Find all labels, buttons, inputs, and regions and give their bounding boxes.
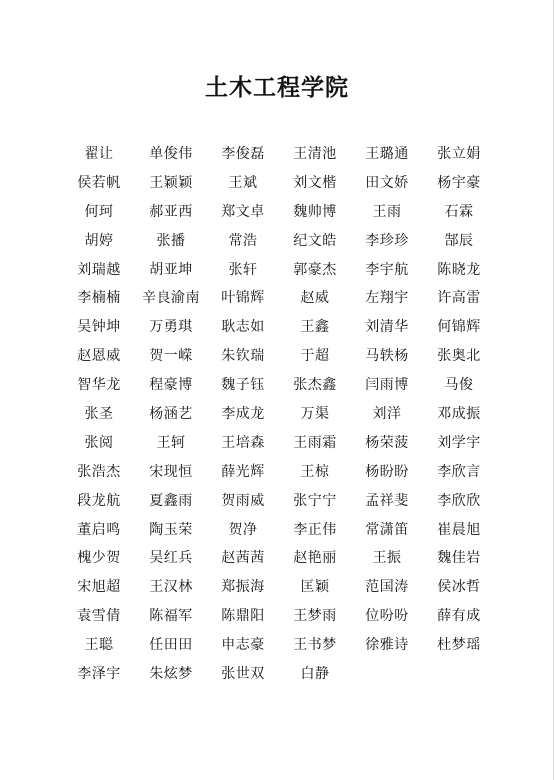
student-name: 位吩吩 — [365, 608, 409, 625]
student-name: 张立娟 — [437, 146, 481, 162]
student-name: 翟让 — [84, 146, 114, 162]
student-name: 李珍珍 — [365, 232, 409, 249]
student-name: 孟祥斐 — [365, 492, 409, 509]
student-name: 刘学宇 — [437, 434, 481, 451]
student-name: 白静 — [300, 666, 330, 683]
student-name: 王汉林 — [149, 579, 193, 596]
student-name: 王璐通 — [365, 146, 409, 162]
student-name: 王培森 — [221, 434, 265, 451]
student-name: 吴钟坤 — [77, 319, 121, 336]
student-name: 王椋 — [300, 463, 330, 480]
student-name: 贺雨威 — [221, 492, 265, 509]
student-name: 陈晓龙 — [437, 261, 481, 278]
student-name: 万渠 — [300, 406, 330, 423]
student-name: 郜辰 — [444, 232, 474, 249]
student-name: 宋现恒 — [149, 463, 193, 480]
student-name: 辛良渝南 — [142, 290, 200, 307]
student-name: 李俊磊 — [221, 146, 265, 162]
student-name: 胡亚坤 — [149, 261, 193, 278]
student-name: 薛光辉 — [221, 463, 265, 480]
student-name: 陈福军 — [149, 608, 193, 625]
student-name: 纪文皓 — [293, 232, 337, 249]
student-name: 侯若帆 — [77, 174, 121, 191]
student-name: 王雨霜 — [293, 434, 337, 451]
student-name: 张轩 — [228, 261, 258, 278]
page-title: 土木工程学院 — [205, 74, 349, 101]
student-name: 刘清华 — [365, 319, 409, 336]
student-name: 王颖颖 — [149, 174, 193, 191]
student-name: 王清池 — [293, 146, 337, 162]
student-name: 李正伟 — [293, 521, 337, 538]
student-name: 陈鼎阳 — [221, 608, 265, 625]
student-name: 闫雨博 — [365, 377, 409, 394]
student-name: 郭豪杰 — [293, 261, 337, 278]
student-name: 张阅 — [84, 434, 114, 451]
student-name: 王轲 — [156, 434, 186, 451]
student-name: 段龙航 — [77, 492, 121, 509]
student-name: 魏子钰 — [221, 377, 265, 394]
student-name: 崔晨旭 — [437, 521, 481, 538]
student-name: 李楠楠 — [77, 290, 121, 307]
student-name: 郝亚西 — [149, 203, 193, 220]
student-name: 刘瑞越 — [77, 261, 121, 278]
student-name: 刘文楷 — [293, 174, 337, 191]
student-name: 陶玉荣 — [149, 521, 193, 538]
student-name: 薛有成 — [437, 608, 481, 625]
student-name: 贺净 — [228, 521, 258, 538]
student-name: 单俊伟 — [149, 146, 193, 162]
student-name: 吴红兵 — [149, 550, 193, 567]
student-name: 张播 — [156, 232, 186, 249]
student-name: 万勇琪 — [149, 319, 193, 336]
student-name: 袁雪倩 — [77, 608, 121, 625]
student-name: 张宁宁 — [293, 492, 337, 509]
student-name: 王书梦 — [293, 637, 337, 654]
student-name: 夏鑫雨 — [149, 492, 193, 509]
student-name: 张圣 — [84, 406, 114, 423]
student-name: 马俊 — [444, 377, 474, 394]
student-name: 何珂 — [84, 203, 114, 220]
student-name: 张奥北 — [437, 348, 481, 365]
student-name: 侯冰哲 — [437, 579, 481, 596]
student-name: 王鑫 — [300, 319, 330, 336]
student-name: 石霖 — [444, 203, 474, 220]
student-name: 智华龙 — [77, 377, 121, 394]
student-name: 李成龙 — [221, 406, 265, 423]
student-name: 郑文卓 — [221, 203, 265, 220]
student-name: 王梦雨 — [293, 608, 337, 625]
student-name: 槐少贺 — [77, 550, 121, 567]
student-name: 李欣言 — [437, 463, 481, 480]
student-name: 常浩 — [228, 232, 258, 249]
student-name: 何锦辉 — [437, 319, 481, 336]
student-name: 匡颖 — [300, 579, 330, 596]
student-name: 田文娇 — [365, 174, 409, 191]
student-name: 宋旭超 — [77, 579, 121, 596]
student-name: 刘洋 — [372, 406, 402, 423]
student-name: 王振 — [372, 550, 402, 567]
student-name: 张世双 — [221, 666, 265, 683]
student-name: 常潇笛 — [365, 521, 409, 538]
student-name: 李宇航 — [365, 261, 409, 278]
student-name: 许高雷 — [437, 290, 481, 307]
student-name: 张杰鑫 — [293, 377, 337, 394]
student-name: 赵恩威 — [77, 348, 121, 365]
student-name: 李泽宇 — [77, 666, 121, 683]
student-name: 王雨 — [372, 203, 402, 220]
student-name: 贺一嵘 — [149, 348, 193, 365]
student-name: 耿志如 — [221, 319, 265, 336]
student-name: 王聪 — [84, 637, 114, 654]
student-name: 朱炫梦 — [149, 666, 193, 683]
student-name: 于超 — [300, 348, 330, 365]
student-name: 杨盼盼 — [365, 463, 409, 480]
student-name: 魏佳岩 — [437, 550, 481, 567]
student-name: 申志豪 — [221, 637, 265, 654]
student-name: 叶锦辉 — [221, 290, 265, 307]
student-name: 徐雅诗 — [365, 637, 409, 654]
student-name: 郑振海 — [221, 579, 265, 596]
student-name: 杨涵艺 — [149, 406, 193, 423]
student-name: 胡婷 — [84, 232, 114, 249]
student-name: 王斌 — [228, 174, 258, 191]
student-name: 魏帅博 — [293, 203, 337, 220]
student-name: 朱钦瑞 — [221, 348, 265, 365]
student-name: 任田田 — [149, 637, 193, 654]
student-name: 赵艳丽 — [293, 550, 337, 567]
student-name: 赵茜茜 — [221, 550, 265, 567]
student-name: 杜梦瑶 — [437, 637, 481, 654]
student-name: 杨荣菠 — [365, 434, 409, 451]
student-name: 杨宇豪 — [437, 174, 481, 191]
names-list — [63, 143, 495, 692]
student-name: 邓成振 — [437, 406, 481, 423]
student-name: 赵威 — [300, 290, 330, 307]
student-name: 左翔宇 — [365, 290, 409, 307]
student-name: 张浩杰 — [77, 463, 121, 480]
student-name: 李欣欣 — [437, 492, 481, 509]
student-name: 马轶杨 — [365, 348, 409, 365]
student-name: 董启鸣 — [77, 521, 121, 538]
student-name: 程豪博 — [149, 377, 193, 394]
student-name: 范国涛 — [365, 579, 409, 596]
